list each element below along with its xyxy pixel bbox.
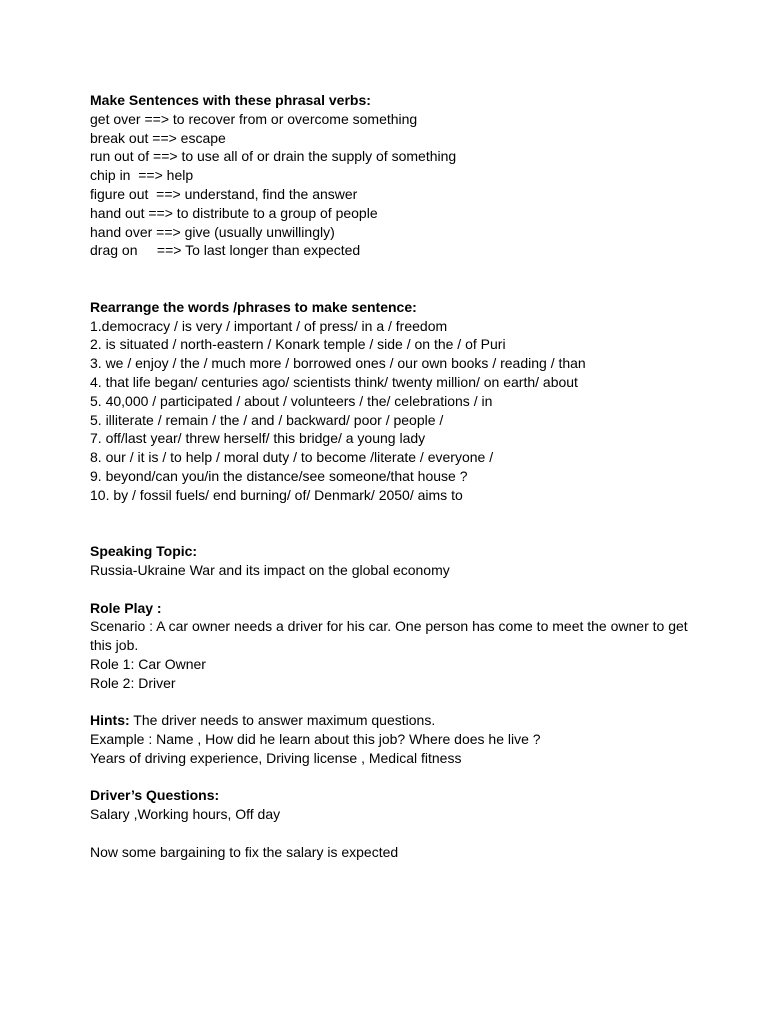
spacer xyxy=(90,580,690,599)
speaking-topic-text: Russia-Ukraine War and its impact on the global economy xyxy=(90,561,450,578)
driver-questions-text: Salary ,Working hours, Off day xyxy=(90,806,281,823)
speaking-topic-heading: Speaking Topic: xyxy=(90,543,198,560)
spacer xyxy=(90,505,690,543)
rearrange-item: 4. that life began/ centuries ago/ scientists think/ twenty million/ on earth/ about xyxy=(90,373,578,390)
rearrange-item: 8. our / it is / to help / moral duty / to become /literate / everyone / xyxy=(90,449,494,466)
phrasal-verb-item: chip in ==> help xyxy=(90,167,194,184)
rearrange-item: 5. illiterate / remain / the / and / backward/ poor / people / xyxy=(90,411,444,428)
phrasal-verbs-heading: Make Sentences with these phrasal verbs: xyxy=(90,92,371,108)
hints-section xyxy=(90,711,690,767)
phrasal-verb-item: break out ==> escape xyxy=(90,129,226,146)
rearrange-item: 7. off/last year/ threw herself/ this bridge/ a young lady xyxy=(90,430,426,447)
driver-questions-heading: Driver’s Questions: xyxy=(90,787,220,804)
rearrange-item: 3. we / enjoy / the / much more / borrowed ones / our own books / reading / than xyxy=(90,355,586,372)
phrasal-verb-item: get over ==> to recover from or overcome something xyxy=(90,110,418,127)
phrasal-verbs-section xyxy=(90,91,690,260)
role-play-section xyxy=(90,599,690,693)
rearrange-section xyxy=(90,298,690,505)
role-play-scenario: Scenario : A car owner needs a driver for his car. One person has come to meet the owner to get this job. xyxy=(90,618,688,654)
speaking-topic-section xyxy=(90,542,690,580)
phrasal-verb-item: figure out ==> understand, find the answer xyxy=(90,185,358,202)
rearrange-list xyxy=(90,317,690,505)
rearrange-item: 5. 40,000 / participated / about / volunteers / the/ celebrations / in xyxy=(90,392,493,409)
phrasal-verb-item: hand out ==> to distribute to a group of people xyxy=(90,204,378,221)
spacer xyxy=(90,693,690,712)
rearrange-heading: Rearrange the words /phrases to make sentence: xyxy=(90,298,417,315)
phrasal-verbs-list xyxy=(90,110,690,260)
phrasal-verb-item: run out of ==> to use all of or drain the supply of something xyxy=(90,148,457,165)
role-1: Role 1: Car Owner xyxy=(90,655,206,672)
role-2: Role 2: Driver xyxy=(90,674,176,691)
rearrange-item: 9. beyond/can you/in the distance/see someone/that house ? xyxy=(90,467,468,484)
document-page xyxy=(90,91,690,862)
closing-text: Now some bargaining to fix the salary is expected xyxy=(90,843,399,860)
hints-label: Hints: xyxy=(90,712,130,729)
spacer xyxy=(90,824,690,843)
role-play-heading: Role Play : xyxy=(90,599,162,616)
hints-details: Years of driving experience, Driving license , Medical fitness xyxy=(90,749,462,766)
hints-example: Example : Name , How did he learn about this job? Where does he live ? xyxy=(90,731,541,748)
driver-questions-section xyxy=(90,786,690,824)
spacer xyxy=(90,768,690,787)
hints-text: The driver needs to answer maximum questions. xyxy=(129,712,436,729)
rearrange-item: 2. is situated / north-eastern / Konark temple / side / on the / of Puri xyxy=(90,336,506,353)
rearrange-item: 1.democracy / is very / important / of press/ in a / freedom xyxy=(90,317,448,334)
spacer xyxy=(90,260,690,298)
rearrange-item: 10. by / fossil fuels/ end burning/ of/ Denmark/ 2050/ aims to xyxy=(90,486,463,503)
phrasal-verb-item: drag on ==> To last longer than expected xyxy=(90,242,361,259)
hints-line xyxy=(90,711,690,730)
phrasal-verb-item: hand over ==> give (usually unwillingly) xyxy=(90,223,335,240)
